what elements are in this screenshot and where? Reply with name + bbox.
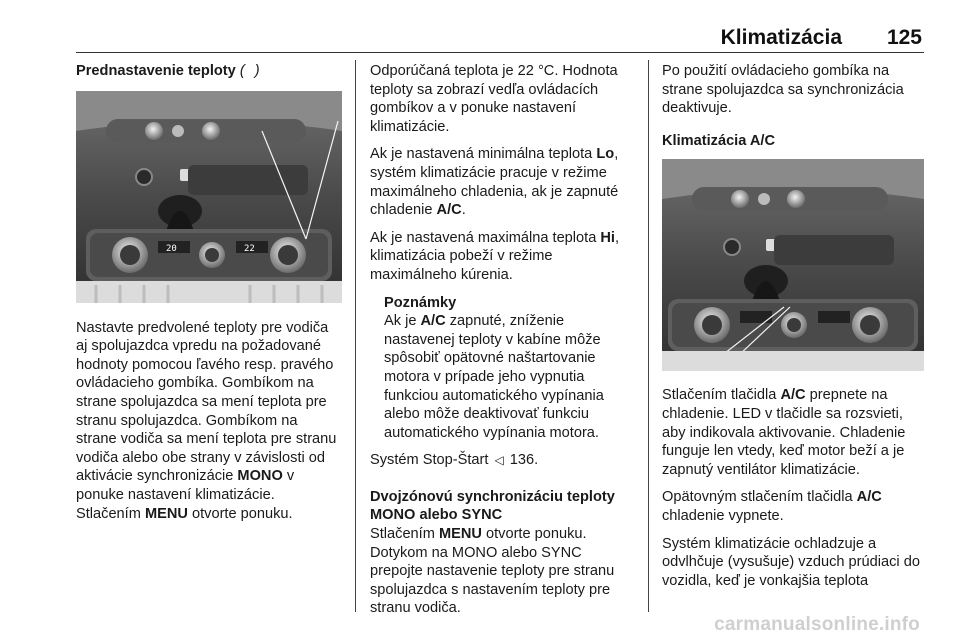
sync-deactivate-paragraph: Po použití ovládacieho gombíka na strane spolujazdca sa synchronizácia deaktivuje.: [662, 63, 904, 117]
ac-button-panel-photo: [662, 159, 924, 371]
climate-control-panel-photo: [76, 91, 342, 303]
ac-press-paragraph: Stlačením tlačidla A/C prepnete na chladenie. LED v tlačidle sa rozsvieti, aby indikovala aktivovanie. Chladenie funguje len vtedy, keď motor beží a je zapnutý ventilátor klimatizácie.: [662, 387, 906, 478]
sync-paragraph: Stlačením MENU otvorte ponuku. Dotykom na MONO alebo SYNC prepojte nastavenie teploty pre stranu spolujazdca s nastavením teploty pre stranu vodiča.: [370, 526, 615, 617]
max-temp-paragraph: Ak je nastavená maximálna teplota Hi, klimatizácia pobeží v režime maximálneho kúrenia.: [370, 229, 620, 283]
ac-system-paragraph: Systém klimatizácie ochladzuje a odvlhčuje (vysušuje) vzduch prúdiaci do vozidla, keď je vonkajšia teplota: [662, 535, 920, 589]
page-reference-icon: ◁: [494, 453, 504, 468]
stop-start-reference: Systém Stop-Štart ◁ 136.: [370, 452, 539, 469]
note-block: [370, 294, 636, 443]
note-text: Ak je A/C zapnuté, zníženie nastavenej teploty v kabíne môže spôsobiť opätovné naštartovanie motora v prípade jeho vypnutia funkciou automatického vypínania alebo môže deaktivovať funkciu automatického vypínania motora.: [384, 313, 604, 441]
header-rule: [76, 52, 924, 53]
left-temp-display: 20: [166, 243, 177, 254]
column-separator-2: [648, 60, 649, 612]
recommended-temp-paragraph: Odporúčaná teplota je 22 °C. Hodnota teploty sa zobrazí vedľa ovládacích gombíkov a v ponuke nastavení klimatizácie.: [370, 63, 618, 135]
page-header-title: Klimatizácia: [720, 26, 842, 49]
section-heading-ac: Klimatizácia A/C: [662, 132, 776, 149]
note-title: Poznámky: [384, 294, 457, 311]
min-temp-paragraph: Ak je nastavená minimálna teplota Lo, systém klimatizácie pracuje v režime maximálneho chladenia, ak je zapnuté chladenie A/C.: [370, 146, 619, 219]
column-3: [662, 62, 930, 599]
column-2: [370, 62, 636, 627]
preset-temp-paragraph: Nastavte predvolené teploty pre vodiča aj spolujazdca vpredu na požadované hodnoty pomocou ľavého resp. pravého ovládacieho gombíka. Gombíkom na strane spolujazdca sa mení teplota pre stranu spolujazdca. Gombíkom na strane vodiča sa mení teplota pre stranu vodiča alebo obe strany v závislosti od aktivácie synchronizácie MONO v ponuke nastavení klimatizácie. Stlačením MENU otvorte ponuku.: [76, 319, 337, 522]
column-1: [76, 62, 342, 532]
temperature-preset-icon: ( ): [239, 63, 263, 79]
ac-off-paragraph: Opätovným stlačením tlačidla A/C chladenie vypnete.: [662, 489, 882, 524]
section-heading-preset-temp: Prednastavenie teploty ( ): [76, 63, 263, 79]
section-heading-sync: Dvojzónovú synchronizáciu teploty MONO alebo SYNC: [370, 488, 615, 524]
watermark-text: carmanualsonline.info: [714, 614, 920, 635]
page-number: 125: [886, 26, 922, 49]
column-separator-1: [355, 60, 356, 612]
right-temp-display: 22: [244, 243, 255, 254]
